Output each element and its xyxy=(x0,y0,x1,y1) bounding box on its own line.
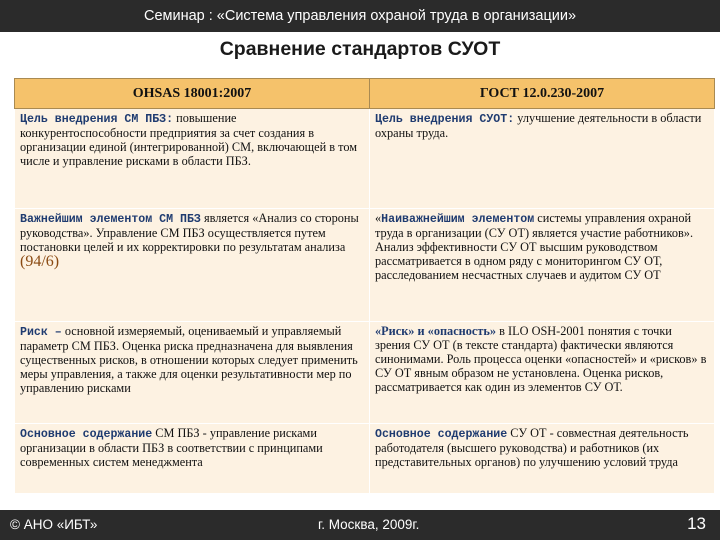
cell-lead: Цель внедрения СУОТ: xyxy=(375,113,515,126)
cell-ohsas-element xyxy=(15,209,370,322)
cell-lead: Основное содержание xyxy=(375,428,508,441)
cell-text: повышение конкурентоспособности предприятия за счет создания в организации единой (интегрированной) СМ, включающей в том числе и управление рисками в области ПБЗ. xyxy=(20,111,358,168)
cell-ohsas-goal xyxy=(15,109,370,209)
cell-lead: Наиважнейшим элементом xyxy=(381,213,535,226)
cell-text: основной измеряемый, оцениваемый и управляемый параметр СМ ПБЗ. Оценка риска предназначена для выявления существенных рисков, в отношении которых следует применить меры управления, а также для оценки результативности мер по управлению рисками xyxy=(20,324,358,395)
cell-gost-goal xyxy=(370,109,715,209)
cell-ohsas-content xyxy=(15,424,370,494)
cell-text: в ILO OSH-2001 понятия с точки зрения СУ ОТ (в тексте стандарта) фактически являются синонимами. Роль процесса оценки «опасностей» и «рисков» в СУ ОТ явным образом не установлена. Оценка рисков, рассматривается как один из элементов СУ ОТ. xyxy=(375,324,707,394)
footer-organization: © АНО «ИБТ» xyxy=(10,517,98,532)
cell-text: является «Анализ со стороны руководства». Управление СМ ПБЗ осуществляется путем постановки целей и их корректировки по результатам анализа xyxy=(20,211,359,254)
cell-text: СМ ПБЗ - управление рисками организации в области ПБЗ в соответствии с принципами современных систем менеджмента xyxy=(20,426,323,469)
page-number: 13 xyxy=(687,514,706,533)
cell-text: СУ ОТ - совместная деятельность работодателя (высшего руководства) и работников (их представительных органов) по улучшению условий труда xyxy=(375,426,689,469)
cell-text: системы управления охраной труда в организации (СУ ОТ) является участие работников». Анализ эффективности СУ ОТ высшим руководством рассматривается в одном ряду с мониторингом СУ ОТ, расследованием несчастных случаев и аудитом СУ ОТ xyxy=(375,211,694,282)
cell-lead: Риск – xyxy=(20,326,62,339)
reference-number: (94/6) xyxy=(20,252,60,270)
table-row xyxy=(15,109,715,209)
cell-gost-content xyxy=(370,424,715,494)
seminar-title: Семинар : «Система управления охраной труда в организации» xyxy=(143,8,577,24)
table-row xyxy=(15,209,715,322)
footer-bar xyxy=(0,510,720,540)
comparison-table xyxy=(14,78,715,494)
cell-gost-element xyxy=(370,209,715,322)
table-header-row xyxy=(15,79,715,109)
column-header-ohsas: OHSAS 18001:2007 xyxy=(15,79,370,109)
table-row xyxy=(15,322,715,424)
cell-quote: « xyxy=(375,211,382,225)
column-header-gost: ГОСТ 12.0.230-2007 xyxy=(370,79,715,109)
cell-text: улучшение деятельности в области охраны труда. xyxy=(375,111,702,140)
cell-lead: Основное содержание xyxy=(20,428,153,441)
cell-lead: Цель внедрения СМ ПБЗ: xyxy=(20,113,174,126)
footer-location-date: г. Москва, 2009г. xyxy=(318,517,420,532)
cell-gost-risk xyxy=(370,322,715,424)
cell-lead: Важнейшим элементом СМ ПБЗ xyxy=(20,213,201,226)
table-row xyxy=(15,424,715,494)
slide-title: Сравнение стандартов СУОТ xyxy=(219,38,501,60)
cell-lead: «Риск» и «опасность» xyxy=(375,324,497,338)
cell-ohsas-risk xyxy=(15,322,370,424)
seminar-header-bar xyxy=(0,0,720,32)
